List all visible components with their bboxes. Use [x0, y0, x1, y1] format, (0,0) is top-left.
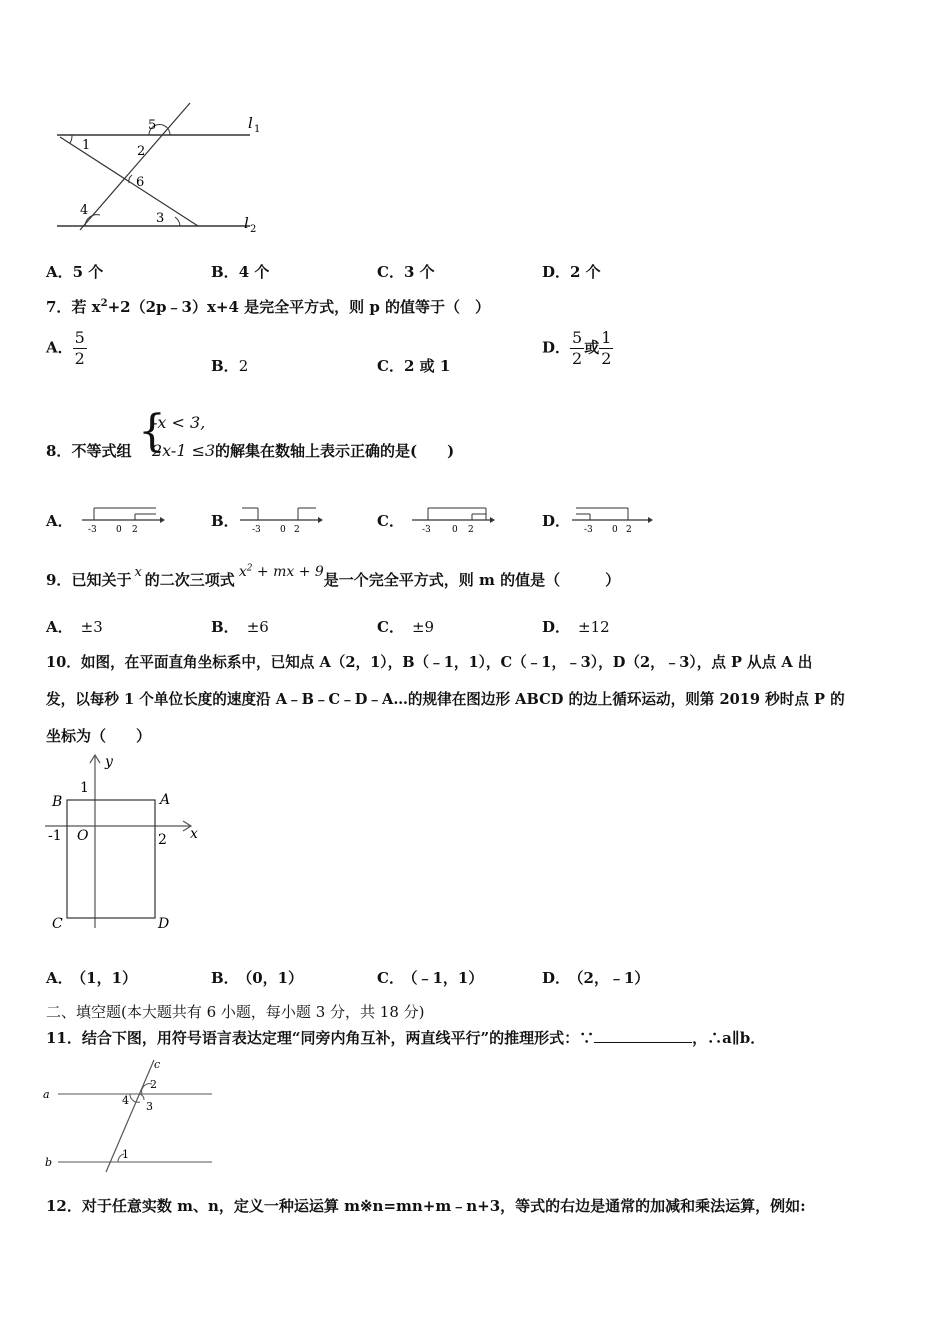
q9-option-c[interactable] [377, 616, 434, 637]
label-a: A [160, 792, 171, 808]
q9-stem [46, 563, 621, 590]
option-letter: A． [46, 263, 73, 281]
option-text: 3 个 [403, 263, 435, 281]
option-text: 2 或 1 [403, 357, 451, 375]
label-l1: l [248, 114, 253, 132]
q9-option-a[interactable] [46, 616, 103, 637]
label-one: 1 [80, 780, 89, 796]
option-text: ±9 [411, 618, 435, 636]
option-text: （0，1） [244, 969, 304, 987]
label-c: c [154, 1058, 161, 1071]
transversal-2 [80, 103, 190, 230]
label-two: 2 [158, 832, 167, 848]
denominator: 2 [74, 349, 85, 368]
tick-label: 2 [468, 525, 474, 534]
option-text: 2 [238, 357, 249, 375]
q10-option-d[interactable] [542, 967, 649, 988]
line-c [106, 1060, 154, 1172]
number-line-d [570, 502, 655, 534]
angle-label-4: 4 [80, 203, 89, 218]
q6-option-c[interactable] [377, 261, 435, 282]
option-text: 5 个 [72, 263, 104, 281]
question-number: 7． [46, 298, 72, 316]
angle-label-1: 1 [122, 1148, 129, 1161]
option-text: （2，﹣1） [576, 969, 650, 987]
label-l1-sub: 1 [254, 124, 261, 135]
option-letter: C． [377, 357, 404, 375]
option-text: （1，1） [78, 969, 138, 987]
q7-option-b[interactable] [211, 355, 248, 376]
q7-option-a[interactable] [46, 330, 87, 367]
label-x: x [190, 826, 198, 842]
tick-label: 2 [132, 525, 138, 534]
q6-option-d[interactable] [542, 261, 601, 282]
q9-variable: x [134, 565, 142, 580]
q7-exponent: 2 [100, 298, 108, 309]
q9-option-b[interactable] [211, 616, 269, 637]
label-l2-sub: 2 [250, 224, 257, 235]
angle-label-4: 4 [122, 1094, 129, 1107]
option-letter: B． [211, 357, 239, 375]
q6-option-a[interactable] [46, 261, 103, 282]
fraction [570, 330, 584, 367]
angle-label-3: 3 [146, 1100, 153, 1113]
inequality-line-1: -x < 3, [152, 413, 206, 432]
option-text: ±12 [578, 618, 610, 636]
option-text: 或 [584, 338, 600, 357]
option-text: ±3 [80, 618, 103, 636]
brace-symbol: { [138, 406, 166, 457]
q10-option-b[interactable] [211, 967, 303, 988]
tick-label: -3 [422, 525, 431, 534]
tick-label: 2 [626, 525, 632, 534]
section-heading: 二、填空题(本大题共有 6 小题，每小题 3 分，共 18 分) [46, 1003, 425, 1021]
denominator: 2 [572, 349, 583, 368]
label-c: C [52, 916, 63, 932]
option-letter: C． [377, 263, 404, 281]
label-l2: l [244, 214, 249, 232]
poly-exponent: 2 [246, 563, 253, 574]
label-y: y [105, 754, 113, 770]
option-text: （﹣1，1） [409, 969, 484, 987]
angle-arc-3 [175, 217, 180, 226]
poly-term: + mx + 9 [252, 564, 324, 580]
question-number: 9． [46, 571, 72, 589]
option-letter: B． [211, 263, 239, 281]
parallel-lines-figure [40, 95, 280, 245]
denominator: 2 [601, 349, 612, 368]
q8-stem-part: 不等式组 [71, 442, 132, 460]
coordinate-plane-figure [40, 748, 210, 938]
tick-label: -3 [252, 525, 261, 534]
option-letter: D． [542, 263, 571, 281]
q7-option-c[interactable] [377, 355, 450, 376]
q7-option-d[interactable] [542, 330, 613, 367]
angle-label-2: 2 [137, 144, 146, 159]
q9-stem-part: 的二次三项式 [144, 571, 235, 589]
q7-stem-part: 若 x [71, 298, 101, 316]
tick-label: -3 [88, 525, 97, 534]
option-text: 2 个 [570, 263, 601, 281]
poly-term: x [238, 564, 247, 580]
number-line-a [80, 502, 165, 534]
angle-arc-3 [140, 1094, 144, 1100]
angle-label-1: 1 [82, 138, 91, 153]
q11-stem-part: ，∴a∥b． [692, 1029, 766, 1047]
q8-option-b[interactable]: B． [211, 512, 239, 530]
q8-option-c[interactable]: C． [377, 512, 404, 530]
tick-label: 0 [116, 525, 122, 534]
numerator: 1 [601, 328, 612, 347]
question-number: 8． [46, 442, 72, 460]
option-text: 4 个 [238, 263, 270, 281]
q11-stem-part: 11．结合下图，用符号语言表达定理“同旁内角互补，两直线平行”的推理形式：∵ [46, 1029, 595, 1047]
option-letter: C． [377, 618, 404, 636]
q10-option-c[interactable] [377, 967, 483, 988]
angle-label-5: 5 [148, 118, 157, 133]
q8-stem-part: 的解集在数轴上表示正确的是( ) [215, 442, 455, 460]
fraction [599, 330, 613, 367]
numerator: 5 [572, 328, 583, 347]
option-text: ±6 [246, 618, 269, 636]
tick-label: 0 [280, 525, 286, 534]
number-line-c [410, 502, 495, 534]
tick-label: -3 [584, 525, 593, 534]
q10-stem-line-2: 发，以每秒 1 个单位长度的速度沿 A﹣B﹣C﹣D﹣A…的规律在图边形 ABCD 的边上循环运动，则第 2019 秒时点 P 的 [46, 691, 845, 708]
label-d: D [158, 916, 170, 932]
option-letter: A． [46, 618, 73, 636]
label-neg-one: -1 [48, 828, 62, 844]
angle-label-3: 3 [156, 211, 165, 226]
q9-option-d[interactable] [542, 616, 610, 637]
q7-stem-part: +2（2p﹣3）x+4 是完全平方式，则 p 的值等于（ ） [107, 298, 491, 316]
label-b: b [45, 1156, 53, 1169]
q10-stem-line-1: 10．如图，在平面直角坐标系中，已知点 A（2，1），B（﹣1，1），C（﹣1，﹣3），D（2，﹣3），点 P 从点 A 出 [46, 654, 813, 671]
option-letter: A． [46, 969, 73, 987]
q9-stem-part: 是一个完全平方式，则 m 的值是（ ） [323, 571, 621, 589]
angle-arc-1 [70, 135, 72, 143]
transversal-figure [40, 1056, 230, 1176]
option-letter: D． [542, 969, 571, 987]
q8-option-a[interactable]: A． [46, 512, 73, 530]
fraction [73, 330, 87, 367]
tick-label: 0 [452, 525, 458, 534]
q9-stem-part: 已知关于 [71, 571, 132, 589]
q8-option-d[interactable]: D． [542, 512, 571, 530]
number-line-b [238, 502, 323, 534]
option-letter: A． [46, 338, 73, 357]
rectangle-abcd [67, 800, 155, 918]
option-letter: C． [377, 969, 404, 987]
label-origin: O [77, 828, 89, 844]
tick-label: 0 [612, 525, 618, 534]
q9-polynomial [235, 564, 324, 580]
numerator: 5 [74, 328, 85, 347]
option-letter: B． [211, 618, 239, 636]
angle-label-2: 2 [150, 1078, 157, 1091]
option-letter: D． [542, 618, 571, 636]
q10-option-a[interactable] [46, 967, 137, 988]
label-b: B [52, 794, 63, 810]
q12-stem: 12．对于任意实数 m、n，定义一种运运算 m※n=mn+m﹣n+3，等式的右边是通常的加减和乘法运算，例如: [46, 1197, 806, 1215]
q10-stem-line-3: 坐标为（ ） [46, 727, 152, 745]
option-letter: B． [211, 969, 239, 987]
inequality-line-2: 2x-1 ≤3 [152, 441, 216, 460]
angle-label-6: 6 [136, 175, 145, 190]
q6-option-b[interactable] [211, 261, 269, 282]
answer-blank[interactable] [594, 1028, 692, 1043]
label-a: a [43, 1088, 50, 1101]
q7-stem [46, 296, 490, 317]
tick-label: 2 [294, 525, 300, 534]
option-letter: D． [542, 338, 571, 357]
q8-number-and-prefix [46, 440, 131, 461]
q11-stem [46, 1027, 765, 1048]
